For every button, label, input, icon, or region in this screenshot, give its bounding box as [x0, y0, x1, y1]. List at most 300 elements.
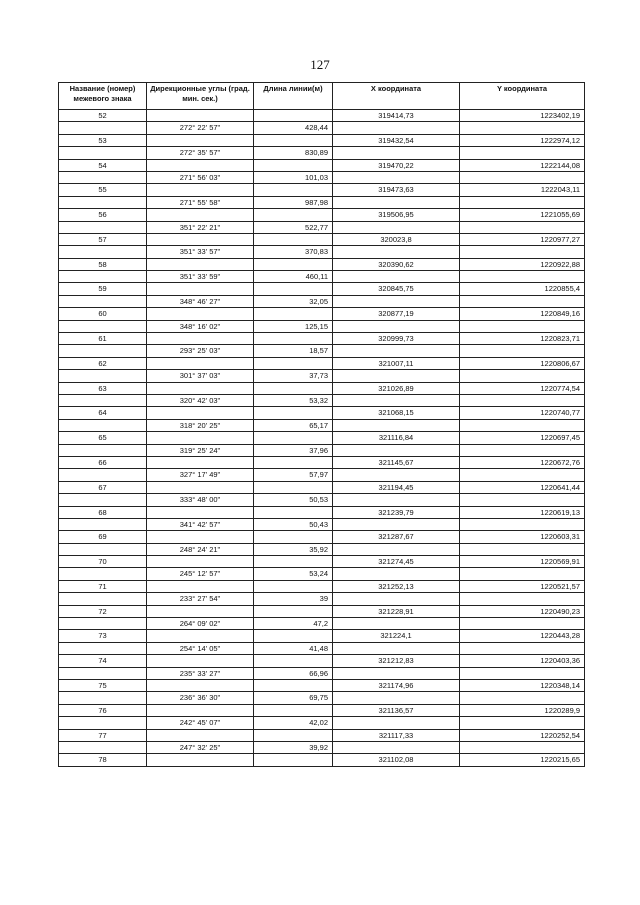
page-number: 127: [310, 57, 330, 72]
line-row: [59, 568, 585, 580]
point-name: 57: [59, 233, 147, 245]
line-length: 37,96: [254, 444, 333, 456]
empty-cell: [59, 593, 147, 605]
y-coordinate: 1220977,27: [460, 233, 585, 245]
empty-cell: [59, 419, 147, 431]
line-length: 370,83: [254, 246, 333, 258]
empty-cell: [460, 568, 585, 580]
y-coordinate: 1223402,19: [460, 110, 585, 122]
line-row: [59, 271, 585, 283]
x-coordinate: 320390,62: [333, 258, 460, 270]
empty-cell: [254, 407, 333, 419]
empty-cell: [254, 110, 333, 122]
line-row: [59, 419, 585, 431]
direction-angle: 248° 24' 21": [147, 543, 254, 555]
empty-cell: [147, 258, 254, 270]
empty-cell: [333, 345, 460, 357]
empty-cell: [460, 147, 585, 159]
line-length: 428,44: [254, 122, 333, 134]
line-length: 460,11: [254, 271, 333, 283]
point-row: [59, 134, 585, 146]
line-row: [59, 469, 585, 481]
empty-cell: [460, 618, 585, 630]
point-name: 52: [59, 110, 147, 122]
empty-cell: [147, 407, 254, 419]
empty-cell: [59, 171, 147, 183]
point-row: [59, 556, 585, 568]
empty-cell: [147, 481, 254, 493]
empty-cell: [59, 295, 147, 307]
line-length: 41,48: [254, 642, 333, 654]
empty-cell: [59, 692, 147, 704]
empty-cell: [59, 444, 147, 456]
point-name: 70: [59, 556, 147, 568]
point-name: 63: [59, 382, 147, 394]
empty-cell: [333, 618, 460, 630]
x-coordinate: 321116,84: [333, 432, 460, 444]
direction-angle: 327° 17' 49": [147, 469, 254, 481]
empty-cell: [59, 345, 147, 357]
line-length: 50,53: [254, 494, 333, 506]
line-row: [59, 122, 585, 134]
table-body: [59, 110, 585, 767]
empty-cell: [460, 394, 585, 406]
empty-cell: [254, 357, 333, 369]
direction-angle: 245° 12' 57": [147, 568, 254, 580]
direction-angle: 272° 35' 57": [147, 147, 254, 159]
point-row: [59, 580, 585, 592]
point-row: [59, 233, 585, 245]
direction-angle: 351° 33' 59": [147, 271, 254, 283]
empty-cell: [460, 246, 585, 258]
y-coordinate: 1220619,13: [460, 506, 585, 518]
point-row: [59, 630, 585, 642]
empty-cell: [147, 134, 254, 146]
x-coordinate: 321287,67: [333, 531, 460, 543]
direction-angle: 351° 22' 21": [147, 221, 254, 233]
y-coordinate: 1220252,54: [460, 729, 585, 741]
line-length: 522,77: [254, 221, 333, 233]
x-coordinate: 319432,54: [333, 134, 460, 146]
empty-cell: [254, 258, 333, 270]
empty-cell: [460, 444, 585, 456]
empty-cell: [59, 741, 147, 753]
point-row: [59, 531, 585, 543]
point-name: 73: [59, 630, 147, 642]
line-row: [59, 171, 585, 183]
y-coordinate: 1220490,23: [460, 605, 585, 617]
empty-cell: [460, 741, 585, 753]
empty-cell: [254, 209, 333, 221]
empty-cell: [254, 754, 333, 766]
empty-cell: [333, 741, 460, 753]
empty-cell: [59, 667, 147, 679]
empty-cell: [460, 419, 585, 431]
line-row: [59, 370, 585, 382]
point-row: [59, 407, 585, 419]
line-row: [59, 246, 585, 258]
header-length: Длина линии(м): [254, 83, 333, 110]
empty-cell: [147, 159, 254, 171]
line-row: [59, 494, 585, 506]
line-length: 39,92: [254, 741, 333, 753]
empty-cell: [147, 308, 254, 320]
point-name: 55: [59, 184, 147, 196]
point-row: [59, 357, 585, 369]
line-length: 35,92: [254, 543, 333, 555]
line-row: [59, 394, 585, 406]
y-coordinate: 1220348,14: [460, 679, 585, 691]
point-row: [59, 209, 585, 221]
empty-cell: [460, 593, 585, 605]
line-length: 125,15: [254, 320, 333, 332]
x-coordinate: 319473,63: [333, 184, 460, 196]
header-name: Название (номер) межевого знака: [59, 83, 147, 110]
empty-cell: [333, 295, 460, 307]
line-length: 53,32: [254, 394, 333, 406]
empty-cell: [254, 630, 333, 642]
empty-cell: [254, 679, 333, 691]
empty-cell: [333, 196, 460, 208]
empty-cell: [254, 184, 333, 196]
line-row: [59, 543, 585, 555]
y-coordinate: 1222974,12: [460, 134, 585, 146]
empty-cell: [333, 394, 460, 406]
empty-cell: [59, 221, 147, 233]
point-name: 65: [59, 432, 147, 444]
point-row: [59, 382, 585, 394]
empty-cell: [333, 370, 460, 382]
empty-cell: [333, 444, 460, 456]
direction-angle: 333° 48' 00": [147, 494, 254, 506]
direction-angle: 319° 25' 24": [147, 444, 254, 456]
line-length: 42,02: [254, 717, 333, 729]
empty-cell: [333, 320, 460, 332]
x-coordinate: 321068,15: [333, 407, 460, 419]
direction-angle: 272° 22' 57": [147, 122, 254, 134]
point-row: [59, 704, 585, 716]
direction-angle: 293° 25' 03": [147, 345, 254, 357]
direction-angle: 348° 46' 27": [147, 295, 254, 307]
empty-cell: [460, 295, 585, 307]
empty-cell: [333, 593, 460, 605]
line-row: [59, 444, 585, 456]
empty-cell: [460, 692, 585, 704]
direction-angle: 348° 16' 02": [147, 320, 254, 332]
point-name: 77: [59, 729, 147, 741]
line-length: 66,96: [254, 667, 333, 679]
empty-cell: [460, 543, 585, 555]
empty-cell: [59, 147, 147, 159]
line-row: [59, 692, 585, 704]
line-row: [59, 593, 585, 605]
point-row: [59, 110, 585, 122]
point-row: [59, 432, 585, 444]
empty-cell: [254, 481, 333, 493]
empty-cell: [147, 679, 254, 691]
empty-cell: [147, 382, 254, 394]
empty-cell: [59, 469, 147, 481]
x-coordinate: 321117,33: [333, 729, 460, 741]
y-coordinate: 1220443,28: [460, 630, 585, 642]
empty-cell: [460, 494, 585, 506]
x-coordinate: 320023,8: [333, 233, 460, 245]
point-name: 62: [59, 357, 147, 369]
empty-cell: [333, 122, 460, 134]
x-coordinate: 321102,08: [333, 754, 460, 766]
x-coordinate: 321228,91: [333, 605, 460, 617]
direction-angle: 318° 20' 25": [147, 419, 254, 431]
empty-cell: [147, 333, 254, 345]
empty-cell: [254, 333, 333, 345]
empty-cell: [59, 196, 147, 208]
line-row: [59, 295, 585, 307]
direction-angle: 301° 37' 03": [147, 370, 254, 382]
header-x: X координата: [333, 83, 460, 110]
empty-cell: [254, 456, 333, 468]
empty-cell: [59, 494, 147, 506]
point-name: 56: [59, 209, 147, 221]
y-coordinate: 1220215,65: [460, 754, 585, 766]
line-length: 987,98: [254, 196, 333, 208]
empty-cell: [333, 568, 460, 580]
empty-cell: [460, 469, 585, 481]
point-row: [59, 308, 585, 320]
x-coordinate: 321007,11: [333, 357, 460, 369]
direction-angle: 233° 27' 54": [147, 593, 254, 605]
empty-cell: [333, 469, 460, 481]
empty-cell: [59, 717, 147, 729]
empty-cell: [254, 655, 333, 667]
empty-cell: [254, 233, 333, 245]
line-row: [59, 518, 585, 530]
point-row: [59, 655, 585, 667]
empty-cell: [59, 518, 147, 530]
line-row: [59, 741, 585, 753]
line-row: [59, 221, 585, 233]
line-row: [59, 717, 585, 729]
direction-angle: 320° 42' 03": [147, 394, 254, 406]
empty-cell: [333, 543, 460, 555]
point-row: [59, 283, 585, 295]
empty-cell: [59, 246, 147, 258]
line-row: [59, 320, 585, 332]
line-length: 57,97: [254, 469, 333, 481]
point-name: 58: [59, 258, 147, 270]
empty-cell: [333, 518, 460, 530]
empty-cell: [254, 283, 333, 295]
y-coordinate: 1220521,57: [460, 580, 585, 592]
empty-cell: [254, 159, 333, 171]
empty-cell: [59, 618, 147, 630]
empty-cell: [147, 209, 254, 221]
empty-cell: [460, 667, 585, 679]
empty-cell: [254, 134, 333, 146]
empty-cell: [460, 320, 585, 332]
direction-angle: 264° 09' 02": [147, 618, 254, 630]
line-row: [59, 642, 585, 654]
x-coordinate: 321252,13: [333, 580, 460, 592]
line-row: [59, 147, 585, 159]
x-coordinate: 321026,89: [333, 382, 460, 394]
point-name: 60: [59, 308, 147, 320]
point-name: 69: [59, 531, 147, 543]
point-row: [59, 184, 585, 196]
empty-cell: [333, 171, 460, 183]
y-coordinate: 1220697,45: [460, 432, 585, 444]
line-length: 39: [254, 593, 333, 605]
empty-cell: [460, 518, 585, 530]
x-coordinate: 321194,45: [333, 481, 460, 493]
line-length: 830,89: [254, 147, 333, 159]
direction-angle: 235° 33' 27": [147, 667, 254, 679]
line-length: 50,43: [254, 518, 333, 530]
x-coordinate: 319470,22: [333, 159, 460, 171]
direction-angle: 236° 36' 30": [147, 692, 254, 704]
direction-angle: 271° 55' 58": [147, 196, 254, 208]
empty-cell: [460, 122, 585, 134]
empty-cell: [147, 704, 254, 716]
line-length: 32,05: [254, 295, 333, 307]
point-row: [59, 754, 585, 766]
point-row: [59, 456, 585, 468]
empty-cell: [147, 556, 254, 568]
x-coordinate: 321212,83: [333, 655, 460, 667]
y-coordinate: 1220922,88: [460, 258, 585, 270]
empty-cell: [333, 221, 460, 233]
point-name: 54: [59, 159, 147, 171]
line-row: [59, 618, 585, 630]
point-name: 75: [59, 679, 147, 691]
empty-cell: [59, 122, 147, 134]
empty-cell: [333, 692, 460, 704]
direction-angle: 247° 32' 25": [147, 741, 254, 753]
empty-cell: [333, 667, 460, 679]
y-coordinate: 1220823,71: [460, 333, 585, 345]
y-coordinate: 1220289,9: [460, 704, 585, 716]
y-coordinate: 1220740,77: [460, 407, 585, 419]
point-name: 74: [59, 655, 147, 667]
empty-cell: [147, 605, 254, 617]
point-name: 53: [59, 134, 147, 146]
direction-angle: 242° 45' 07": [147, 717, 254, 729]
x-coordinate: 320845,75: [333, 283, 460, 295]
empty-cell: [460, 221, 585, 233]
y-coordinate: 1220569,91: [460, 556, 585, 568]
point-row: [59, 333, 585, 345]
line-length: 101,03: [254, 171, 333, 183]
point-name: 67: [59, 481, 147, 493]
empty-cell: [147, 531, 254, 543]
point-name: 76: [59, 704, 147, 716]
empty-cell: [147, 655, 254, 667]
point-row: [59, 729, 585, 741]
header-angle: Дирекционные углы (град. мин. сек.): [147, 83, 254, 110]
empty-cell: [460, 370, 585, 382]
empty-cell: [147, 110, 254, 122]
empty-cell: [333, 271, 460, 283]
empty-cell: [147, 729, 254, 741]
empty-cell: [147, 184, 254, 196]
empty-cell: [147, 283, 254, 295]
x-coordinate: 321224,1: [333, 630, 460, 642]
empty-cell: [254, 308, 333, 320]
line-row: [59, 345, 585, 357]
empty-cell: [147, 506, 254, 518]
empty-cell: [254, 605, 333, 617]
empty-cell: [333, 642, 460, 654]
y-coordinate: 1220855,4: [460, 283, 585, 295]
empty-cell: [333, 419, 460, 431]
empty-cell: [333, 717, 460, 729]
point-name: 68: [59, 506, 147, 518]
direction-angle: 341° 42' 57": [147, 518, 254, 530]
point-name: 64: [59, 407, 147, 419]
line-row: [59, 196, 585, 208]
y-coordinate: 1222043,11: [460, 184, 585, 196]
empty-cell: [147, 357, 254, 369]
line-length: 65,17: [254, 419, 333, 431]
point-name: 72: [59, 605, 147, 617]
empty-cell: [59, 642, 147, 654]
y-coordinate: 1220806,67: [460, 357, 585, 369]
empty-cell: [333, 494, 460, 506]
empty-cell: [147, 754, 254, 766]
x-coordinate: 321274,45: [333, 556, 460, 568]
point-name: 66: [59, 456, 147, 468]
x-coordinate: 321136,57: [333, 704, 460, 716]
empty-cell: [59, 543, 147, 555]
line-length: 37,73: [254, 370, 333, 382]
empty-cell: [147, 432, 254, 444]
x-coordinate: 319414,73: [333, 110, 460, 122]
empty-cell: [254, 506, 333, 518]
point-name: 78: [59, 754, 147, 766]
empty-cell: [254, 531, 333, 543]
empty-cell: [254, 729, 333, 741]
empty-cell: [460, 642, 585, 654]
empty-cell: [147, 233, 254, 245]
y-coordinate: 1220774,54: [460, 382, 585, 394]
empty-cell: [333, 246, 460, 258]
empty-cell: [59, 568, 147, 580]
header-y: Y координата: [460, 83, 585, 110]
line-length: 53,24: [254, 568, 333, 580]
empty-cell: [460, 196, 585, 208]
empty-cell: [460, 171, 585, 183]
line-length: 69,75: [254, 692, 333, 704]
point-name: 61: [59, 333, 147, 345]
empty-cell: [59, 271, 147, 283]
x-coordinate: 319506,95: [333, 209, 460, 221]
point-row: [59, 159, 585, 171]
empty-cell: [147, 456, 254, 468]
x-coordinate: 321174,96: [333, 679, 460, 691]
empty-cell: [254, 382, 333, 394]
point-row: [59, 605, 585, 617]
line-row: [59, 667, 585, 679]
empty-cell: [254, 556, 333, 568]
point-row: [59, 481, 585, 493]
table-header-row: [59, 83, 585, 110]
point-name: 59: [59, 283, 147, 295]
point-name: 71: [59, 580, 147, 592]
empty-cell: [254, 580, 333, 592]
x-coordinate: 321145,67: [333, 456, 460, 468]
empty-cell: [460, 271, 585, 283]
empty-cell: [254, 704, 333, 716]
y-coordinate: 1220641,44: [460, 481, 585, 493]
